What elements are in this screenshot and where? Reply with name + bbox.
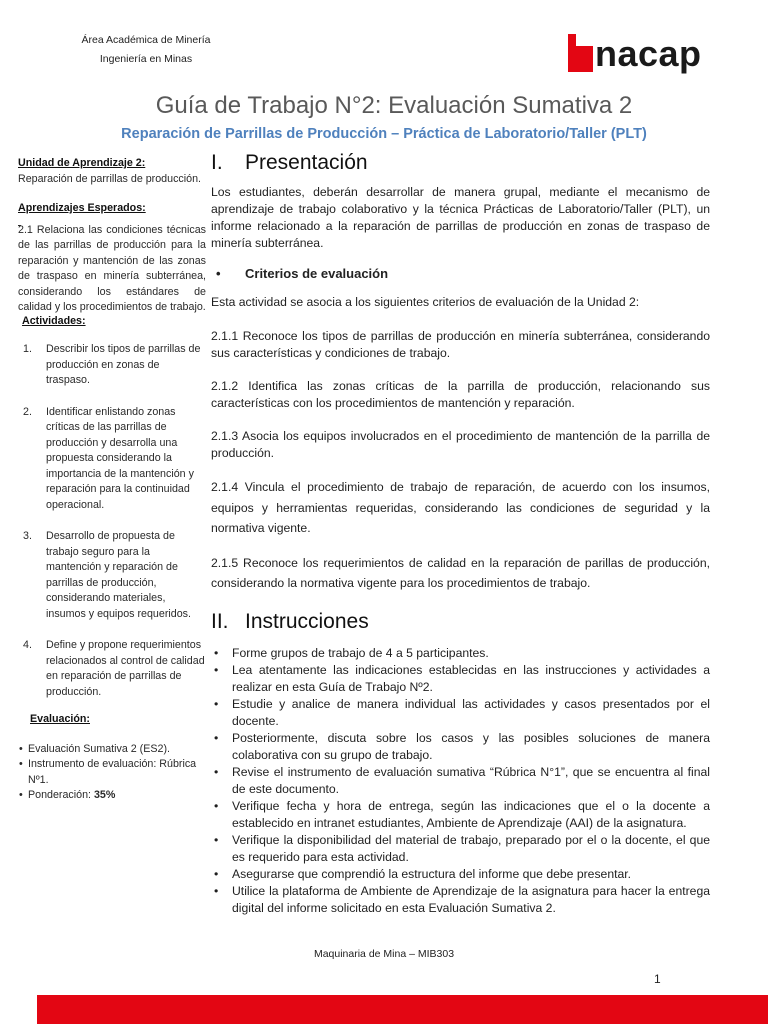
academic-area: Área Académica de Minería: [81, 34, 211, 46]
criterion-item: 2.1.1 Reconoce los tipos de parrillas de producción en minería subterránea, considerando sus características y condiciones de trabajo.: [211, 329, 710, 360]
criterion-item: 2.1.5 Reconoce los requerimientos de calidad en la reparación de parillas de producción, considerando la normativa vigente para los procedimientos de trabajo.: [211, 555, 710, 590]
unit-text: Reparación de parrillas de producción.: [18, 172, 201, 185]
learning-heading: Aprendizajes Esperados:: [18, 202, 146, 214]
career-name: Ingeniería en Minas: [99, 53, 193, 65]
instructions-list: [211, 645, 710, 917]
learning-text: 2.1 Relaciona las condiciones técnicas de las parrillas de producción para la reparación y mantención de las zonas de traspaso en minería subterránea, considerando los estándares de calidad y los procedimientos de trabajo.: [18, 223, 206, 313]
list-item: • Estudie y analice de manera individual las actividades y casos presentados por el docente.: [214, 696, 710, 728]
list-item: • Revise el instrumento de evaluación sumativa “Rúbrica N°1”, que se encuentra al final de este documento.: [214, 764, 710, 796]
evaluation-list: [18, 742, 206, 804]
list-item: 4. Define y propone requerimientos relacionados al control de calidad en reparación de parrillas de producción.: [23, 639, 205, 698]
list-item: • Utilice la plataforma de Ambiente de Aprendizaje de la asignatura para hacer la entrega digital del informe solicitado en esta Evaluación Sumativa 2.: [214, 883, 710, 915]
criteria-intro: Esta actividad se asocia a los siguientes criterios de evaluación de la Unidad 2:: [211, 295, 640, 309]
list-item: • Lea atentamente las indicaciones establecidas en las instrucciones y actividades a realizar en esta Guía de Trabajo Nº2.: [214, 662, 710, 694]
list-item: 2. Identificar enlistando zonas críticas de las parrillas de producción y desarrolla una propuesta considerando la importancia de la mantención y reparación para la continuidad operacional.: [23, 405, 194, 511]
list-item: • Evaluación Sumativa 2 (ES2).: [19, 742, 170, 755]
list-item: • Asegurarse que comprendió la estructura del informe que debe presentar.: [214, 866, 632, 881]
criterion-item: 2.1.4 Vincula el procedimiento de trabajo de reparación, de acuerdo con los insumos, equipos y herramientas requeridas, considerando las condiciones de seguridad y la normativa vigente.: [211, 480, 710, 535]
activities-list: [18, 342, 206, 700]
unit-heading: Unidad de Aprendizaje 2:: [18, 157, 146, 169]
list-item: 1. Describir los tipos de parrillas de producción en zonas de traspaso.: [23, 343, 201, 386]
activities-heading: Actividades:: [22, 314, 86, 327]
main-content: [211, 150, 710, 917]
list-item: • Posteriormente, discuta sobre los casos y las posibles soluciones de manera colaborativa con su grupo de trabajo.: [214, 730, 710, 762]
list-item: • Instrumento de evaluación: Rúbrica Nº1.: [19, 758, 197, 786]
page-number: 1: [654, 972, 661, 986]
footer-red-bar: [37, 995, 768, 1024]
logo-text: nacap: [595, 33, 702, 74]
criteria-heading: • Criterios de evaluación: [216, 266, 389, 281]
list-item: • Verifique la disponibilidad del material de trabajo, preparado por el o la docente, el que es requerido para esta actividad.: [214, 832, 710, 864]
evaluation-heading: Evaluación:: [30, 713, 90, 725]
inacap-logo: [568, 30, 702, 72]
institution-header: [40, 31, 252, 69]
logo-mark-icon: [568, 34, 593, 72]
list-item: • Ponderación: 35%: [19, 789, 116, 801]
section-heading: II. Instrucciones: [211, 609, 369, 633]
list-item: 3. Desarrollo de propuesta de trabajo seguro para la mantención y reparación de parrillas de producción, considerando materiales, insumos y equipos requeridos.: [23, 530, 191, 620]
sidebar: [18, 156, 206, 804]
list-item: • Verifique fecha y hora de entrega, según las indicaciones que el o la docente a establecido en intranet estudiantes, Ambiente de Aprendizaje (AAI) de la asignatura.: [214, 798, 710, 830]
footer-course: Maquinaria de Mina – MIB303: [313, 948, 455, 960]
presentation-paragraph: Los estudiantes, deberán desarrollar de manera grupal, mediante el mecanismo de aprendizaje de trabajo colaborativo y la técnica Prácticas de Laboratorio/Taller (PLT), un informe relacionado a la reparación de parrillas de producción en zonas de traspaso de minería subterránea.: [211, 185, 710, 250]
page-subtitle: Reparación de Parrillas de Producción – Práctica de Laboratorio/Taller (PLT): [121, 126, 647, 142]
section-heading: I. Presentación: [211, 151, 368, 174]
criterion-item: 2.1.2 Identifica las zonas críticas de la parrilla de producción, relacionando sus características con los procedimientos de mantención y reparación.: [211, 379, 710, 410]
list-item: • Forme grupos de trabajo de 4 a 5 participantes.: [214, 645, 489, 660]
page-title: Guía de Trabajo N°2: Evaluación Sumativa 2: [155, 92, 633, 119]
criterion-item: 2.1.3 Asocia los equipos involucrados en el procedimiento de mantención de la parrilla de producción.: [211, 429, 710, 460]
